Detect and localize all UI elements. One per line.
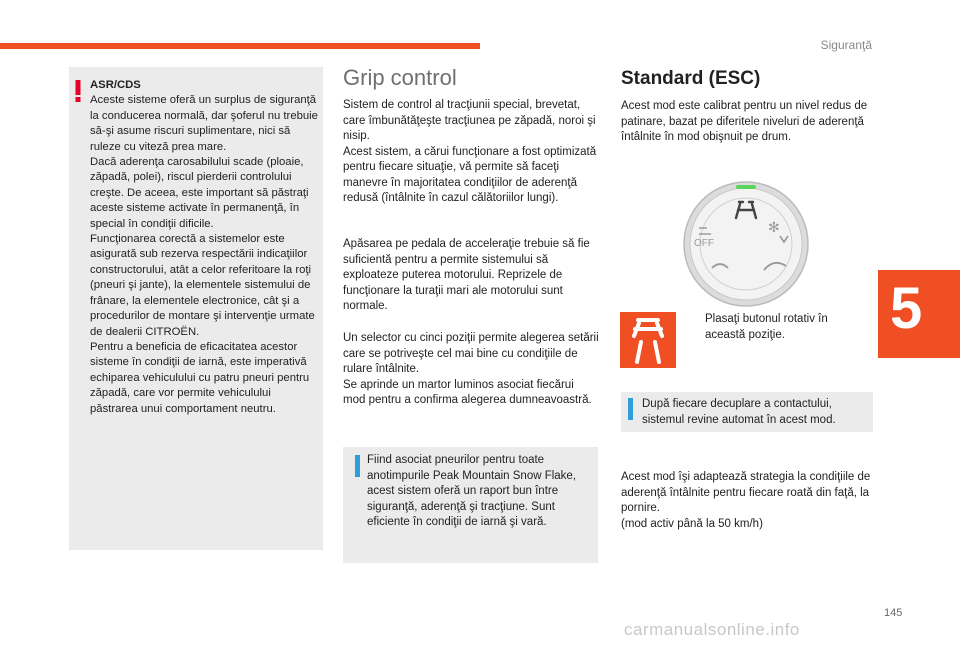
warning-title: ASR/CDS bbox=[90, 79, 141, 91]
standard-text: Acest mod îşi adaptează strategia la condiţiile de aderenţă întâlnite pentru fiecare roată din faţă, la pornire. bbox=[621, 471, 871, 514]
page-number: 145 bbox=[884, 607, 903, 619]
grip-text: Un selector cu cinci poziţii permite alegerea setării care se potriveşte cel mai bine cu condiţiile de rulare întâlnite. bbox=[343, 332, 599, 375]
warning-icon bbox=[74, 80, 82, 102]
standard-text: (mod activ până la 50 km/h) bbox=[621, 517, 763, 530]
grip-paragraph-3 bbox=[343, 331, 599, 409]
chapter-tab bbox=[878, 270, 960, 358]
standard-bullet-text: Plasaţi butonul rotativ în această poziţie. bbox=[705, 313, 828, 341]
warning-paragraph: Funcţionarea corectă a sistemelor este asigurată sub rezerva respectării indicaţiilor constructorului, atât a celor referitoare la roţi (pneuri şi jante), la elementele sistemului de frânare, la elementele electronice, cât şi a procedurilor de montare şi intervenţie urmate de dealerii CITROËN. bbox=[90, 233, 315, 338]
standard-intro: Acest mod este calibrat pentru un nivel redus de patinare, bazat pe diferitele niveluri de aderenţă întâlnite în mod obişnuit pe drum. bbox=[621, 100, 868, 143]
standard-mode-icon bbox=[620, 312, 676, 368]
chapter-number: 5 bbox=[890, 276, 923, 341]
grip-control-selector-knob bbox=[682, 180, 810, 308]
standard-esc-heading: Standard (ESC) bbox=[621, 68, 761, 89]
grip-text: Se aprinde un martor luminos asociat fiecărui mod pentru a confirma alegerea dumneavoastră. bbox=[343, 378, 592, 406]
info-icon bbox=[628, 398, 633, 420]
warning-paragraph: Dacă aderenţa carosabilului scade (ploaie, zăpadă, polei), riscul pierderii controlului creşte. De aceea, este important să păstraţi aceste sisteme activate în permanenţă, în special în condiţii dificile. bbox=[90, 156, 309, 230]
warning-paragraph: Pentru a beneficia de eficacitatea acestor sisteme în condiţii de iarnă, este imperativă echiparea vehiculului cu patru pneuri pentru zăpadă, care vor permite vehiculului păstrarea unui comportament neutru. bbox=[90, 340, 310, 415]
svg-text:OFF: OFF bbox=[694, 238, 714, 249]
grip-text: Sistem de control al tracţiunii special, brevetat, care îmbunătăţeşte tracţiunea pe zăpadă, noroi şi nisip. bbox=[343, 99, 596, 142]
top-accent-bar bbox=[0, 43, 480, 49]
grip-text: Apăsarea pe pedala de acceleraţie trebuie să fie suficientă pentru a permite sistemului să exploateze puterea motorului. Reprizele de funcţionare la turaţii mari ale motorului sunt normale. bbox=[343, 238, 590, 312]
svg-text:✻: ✻ bbox=[768, 220, 780, 236]
grip-info-text: Fiind asociat pneurilor pentru toate anotimpurile Peak Mountain Snow Flake, acest sistem oferă un raport bun între siguranţă, aderenţă şi tracţiune. Sunt eficiente în condiţii de iarnă şi vară. bbox=[367, 454, 577, 528]
grip-paragraph-2 bbox=[343, 237, 599, 315]
grip-text: Acest sistem, a cărui funcţionare a fost optimizată pentru fiecare situaţie, vă permite să faceţi manevre în majoritatea condiţiilor de aderenţă redusă (întâlnite în cazul călătoriilor lungi). bbox=[343, 145, 597, 204]
warning-text bbox=[90, 78, 318, 417]
watermark: carmanualsonline.info bbox=[624, 620, 800, 639]
warning-paragraph: Aceste sisteme oferă un surplus de siguranţă la conducerea normală, dar şoferul nu trebuie să-şi asume riscuri suplimentare, nici să ruleze cu viteză prea mare. bbox=[90, 94, 318, 153]
info-icon bbox=[355, 455, 360, 477]
grip-control-heading: Grip control bbox=[343, 65, 457, 90]
section-title: Siguranţă bbox=[820, 38, 872, 52]
standard-footer bbox=[621, 470, 871, 532]
grip-paragraph-1 bbox=[343, 98, 599, 207]
standard-info-text: După fiecare decuplare a contactului, sistemul revine automat în acest mod. bbox=[642, 398, 836, 426]
